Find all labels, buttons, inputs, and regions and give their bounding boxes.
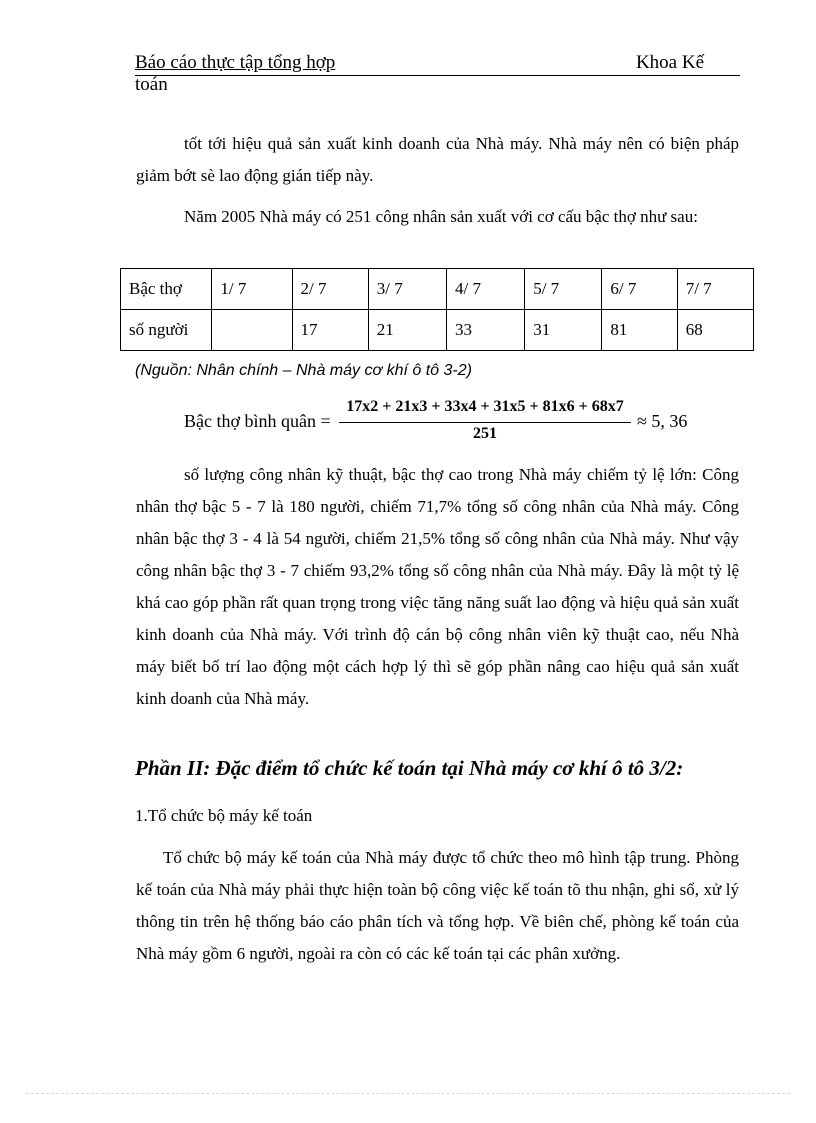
table-cell: 33 <box>446 310 524 351</box>
header-department-continuation: toán <box>135 74 168 95</box>
page-header <box>135 49 740 76</box>
page-bottom-divider <box>26 1093 790 1094</box>
header-department: Khoa Kế <box>635 52 704 73</box>
formula-numerator: 17x2 + 21x3 + 33x4 + 31x5 + 81x6 + 68x7 <box>346 398 624 415</box>
table-source-note: (Nguồn: Nhân chính – Nhà máy cơ khí ô tô 3-2) <box>135 362 472 379</box>
table-cell: 17 <box>292 310 368 351</box>
fraction-bar <box>339 422 631 423</box>
subsection-heading: 1.Tổ chức bộ máy kế toán <box>135 806 313 825</box>
table-cell: 3/ 7 <box>368 269 446 310</box>
table-cell: 31 <box>525 310 602 351</box>
paragraph-accounting-organization: Tổ chức bộ máy kế toán của Nhà máy được tổ chức theo mô hình tập trung. Phòng kế toán của Nhà máy phải thực hiện toàn bộ công việc kế toán tõ thu nhận, ghi sổ, xử lý thông tin trên hệ thống báo cáo phân tích và tổng hợp. Về biên chế, phòng kế toán của Nhà máy gồm 6 người, ngoài ra còn có các kế toán tại các phân xưởng. <box>136 848 739 963</box>
paragraph-skilled-workers: số lượng công nhân kỹ thuật, bậc thợ cao trong Nhà máy chiếm tỷ lệ lớn: Công nhân thợ bậc 5 - 7 là 180 người, chiếm 71,7% tổng số công nhân của Nhà máy. Công nhân bậc thợ 3 - 4 là 54 người, chiếm 21,5% tổng số công nhân của Nhà máy. Như vậy công nhân bậc thợ 3 - 7 chiếm 93,2% tổng số công nhân của Nhà máy. Đây là một tỷ lệ khá cao góp phần rất quan trọng trong việc tăng năng suất lao động và hiệu quả sản xuất kinh doanh của Nhà máy. Với trình độ cán bộ công nhân viên kỹ thuật cao, nếu Nhà máy biết bố trí lao động một cách hợp lý thì sẽ góp phần nâng cao hiệu quả sản xuất kinh doanh của Nhà máy. <box>136 465 739 708</box>
table-cell: 21 <box>368 310 446 351</box>
header-report-title: Báo cáo thực tập tổng hợp <box>135 52 336 73</box>
table-cell: 6/ 7 <box>602 269 677 310</box>
formula-result: ≈ 5, 36 <box>637 411 688 431</box>
table-cell: Bậc thợ <box>121 269 212 310</box>
formula-label: Bậc thợ bình quân = <box>184 411 331 431</box>
table-cell: 2/ 7 <box>292 269 368 310</box>
table-cell: 5/ 7 <box>525 269 602 310</box>
paragraph-labor-efficiency: tốt tới hiệu quả sản xuất kinh doanh của Nhà máy. Nhà máy nên có biện pháp giảm bớt sè lao động gián tiếp này. <box>136 134 739 185</box>
table-cell <box>212 310 292 351</box>
table-cell: số người <box>121 310 212 351</box>
paragraph-workforce-intro: Năm 2005 Nhà máy có 251 công nhân sản xuất với cơ cấu bậc thợ như sau: <box>184 207 698 226</box>
table-cell: 81 <box>602 310 677 351</box>
section-title: Phần II: Đặc điểm tổ chức kế toán tại Nhà máy cơ khí ô tô 3/2: <box>135 756 684 780</box>
table-row-grade <box>121 269 754 310</box>
table-cell: 4/ 7 <box>446 269 524 310</box>
table-cell: 7/ 7 <box>677 269 753 310</box>
formula-denominator: 251 <box>473 425 497 442</box>
average-grade-formula <box>184 398 744 448</box>
table-cell: 1/ 7 <box>212 269 292 310</box>
formula-fraction <box>339 398 816 448</box>
table-cell: 68 <box>677 310 753 351</box>
worker-grade-table <box>120 268 754 351</box>
table-row-count <box>121 310 754 351</box>
